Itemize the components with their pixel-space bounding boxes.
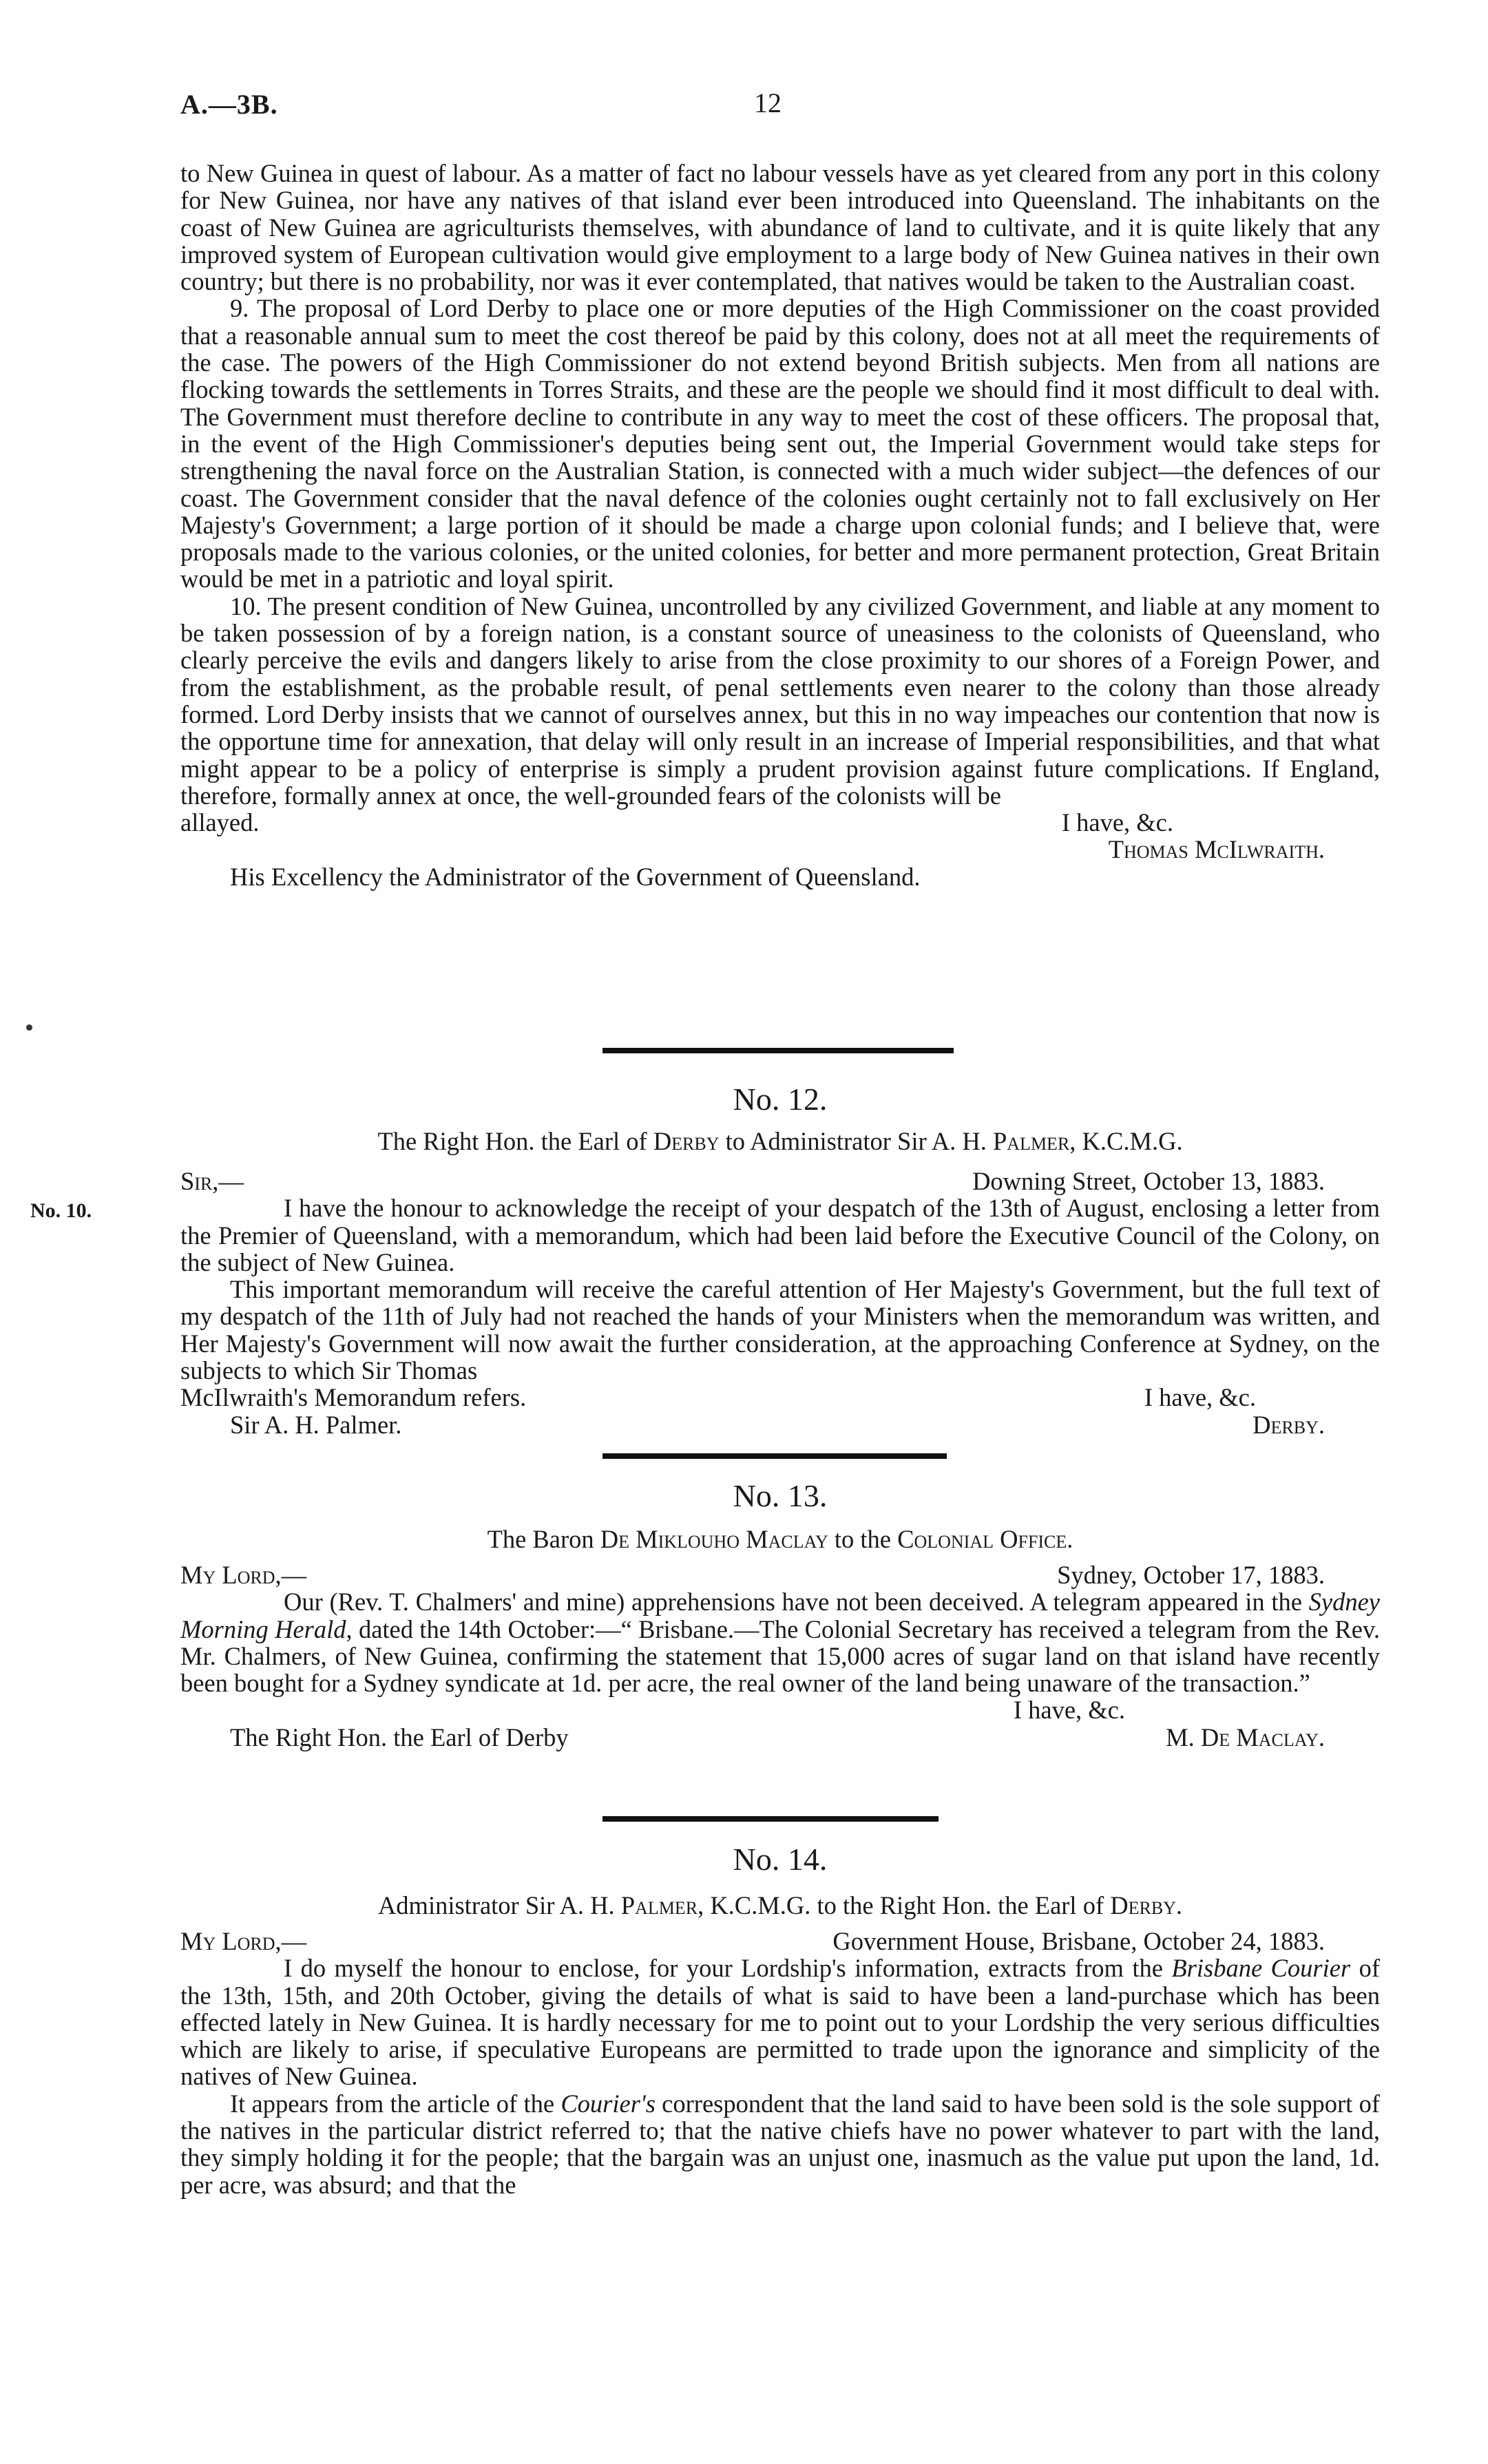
signature-row (180, 1724, 1380, 1751)
document-reference: A.—3B. (180, 89, 278, 120)
salutation: Sir,— (180, 1167, 244, 1195)
dateline: Sydney, October 17, 1883. (1057, 1561, 1325, 1589)
title-text: The Right Hon. the Earl of (377, 1127, 653, 1155)
closing-formula: I have, &c. (1061, 808, 1173, 837)
addressee: The Right Hon. the Earl of Derby (230, 1723, 569, 1751)
paragraph-continuation: to New Guinea in quest of labour. As a matter of fact no labour vessels have as yet cleared from any port in this colony for New Guinea, nor have any natives of that island ever been introduced into Queensland. The inhabitants on the coast of New Guinea are agriculturists themselves, with abundance of land to cultivate, and it is quite likely that any improved system of European cultivation would give employment to a large body of New Guinea natives in their own country; but there is no probability, nor was it ever contemplated, that natives would be taken to the Australian coast. (180, 159, 1380, 296)
margin-reference: No. 10. (30, 1199, 92, 1222)
letter-paragraph (180, 1955, 1380, 2089)
closing-row (180, 1384, 1380, 1411)
title-name: Derby (653, 1127, 720, 1155)
title-name: Derby. (1110, 1891, 1183, 1919)
salutation-row (180, 1561, 1380, 1588)
closing-row (180, 1696, 1380, 1723)
title-name: Palmer (992, 1127, 1070, 1155)
title-name: Colonial Office. (897, 1525, 1073, 1553)
text-run: I do myself the honour to enclose, for your Lordship's information, extracts from the (284, 1954, 1172, 1983)
newspaper-title: Brisbane Courier (1171, 1954, 1351, 1983)
newspaper-title: Courier's (560, 2089, 656, 2118)
addressee: His Excellency the Administrator of the Government of Queensland. (230, 862, 921, 891)
salutation-row (180, 1928, 1380, 1955)
paragraph-10: 10. The present condition of New Guinea, uncontrolled by any civilized Government, and liable at any moment to be taken possession of by a foreign nation, is a constant source of uneasiness to the colonists of Queensland, who clearly perceive the evils and dangers likely to arise from the close proximity to our shores of a Foreign Power, and from the establishment, as the probable result, of penal settlements even nearer to the colony than those already formed. Lord Derby insists that we cannot of ourselves annex, but this in no way impeaches our contention that now is the opportune time for annexation, that delay will only result in an increase of Imperial responsibilities, and that what might appear to be a policy of enterprise is simply a prudent provision against future complications. If England, therefore, formally annex at once, the well-grounded fears of the colonists will be (180, 591, 1380, 810)
document-title-14 (180, 1892, 1380, 1919)
section-divider (602, 1816, 939, 1822)
title-text: to the (828, 1525, 898, 1553)
addressee-row (180, 863, 1380, 890)
letter-paragraph: I have the honour to acknowledge the receipt of your despatch of the 13th of August, enclosing a letter from the Premier of Queensland, with a memorandum, which had been laid before the Executive Council of the Colony, on the subject of New Guinea. (180, 1194, 1380, 1276)
text-run: of the 13th, 15th, and 20th October, giving the details of what is said to have been a land-purchase which has been effected lately in New Guinea. It is hardly necessary for me to point out to your Lordship the very serious difficulties which are likely to arise, if speculative Europeans are permitted to trade upon the ignorance and simplicity of the natives of New Guinea. (180, 1954, 1380, 2091)
title-text: , K.C.M.G. (1069, 1127, 1183, 1155)
letter-paragraph: This important memorandum will receive the careful attention of Her Majesty's Government, but the full text of my despatch of the 11th of July had not reached the hands of your Ministers when the memorandum was written, and Her Majesty's Government will now await the further consideration, at the approaching Conference at Sydney, on the subjects to which Sir Thomas (180, 1275, 1380, 1385)
last-word: allayed. (180, 808, 260, 837)
page-number: 12 (754, 87, 782, 118)
signature-row (180, 1411, 1380, 1438)
letter-paragraph (180, 1588, 1380, 1696)
signature: Derby. (1253, 1410, 1325, 1439)
salutation: My Lord,— (180, 1927, 307, 1955)
closing-formula: I have, &c. (1144, 1383, 1256, 1412)
section-divider (602, 1453, 947, 1459)
signature: Thomas McIlwraith. (1108, 835, 1325, 864)
last-line: McIlwraith's Memorandum refers. (180, 1383, 527, 1412)
letter-paragraph (180, 2090, 1380, 2198)
addressee: Sir A. H. Palmer. (230, 1410, 402, 1439)
letter-14 (180, 1928, 1380, 2198)
title-text: to Administrator Sir A. H. (719, 1127, 993, 1155)
closing-formula: I have, &c. (1013, 1696, 1125, 1725)
salutation: My Lord,— (180, 1561, 307, 1589)
dateline: Government House, Brisbane, October 24, 1883. (832, 1927, 1325, 1955)
signature-row (180, 836, 1380, 863)
section-divider (602, 1048, 954, 1053)
paragraph-9: 9. The proposal of Lord Derby to place one or more deputies of the High Commissioner on the coast provided that a reasonable annual sum to meet the cost thereof be paid by this colony, does not at all meet the requirements of the case. The powers of the High Commissioner do not extend beyond British subjects. Men from all nations are flocking towards the settlements in Torres Straits, and these are the people we should find it most difficult to deal with. The Government must therefore decline to contribute in any way to meet the cost of these officers. The proposal that, in the event of the High Commissioner's deputies being sent out, the Imperial Government would take steps for strengthening the naval force on the Australian Station, is connected with a much wider subject—the defences of our coast. The Government consider that the naval defence of the colonies ought certainly not to fall exclusively on Her Majesty's Government; a large portion of it should be made a charge upon colonial funds; and I believe that, were proposals made to the various colonies, or the united colonies, for better and more permanent protection, Great Britain would be met in a patriotic and loyal spirit. (180, 294, 1380, 593)
text-run: Our (Rev. T. Chalmers' and mine) apprehensions have not been deceived. A telegram appeared in the (284, 1588, 1309, 1617)
title-text: The Baron (487, 1525, 600, 1553)
letter-12 (180, 1168, 1380, 1438)
document-heading-14: No. 14. (733, 1842, 828, 1877)
letter-13 (180, 1561, 1380, 1751)
title-text: , K.C.M.G. to the Right Hon. the Earl of (698, 1891, 1111, 1919)
title-name: Palmer (620, 1891, 698, 1919)
text-run: It appears from the article of the (230, 2089, 561, 2118)
title-name: De Miklouho Maclay (600, 1525, 828, 1553)
document-title-12 (180, 1128, 1380, 1155)
text-run: correspondent that the land said to have been sold is the sole support of the natives in the particular district referred to; that the native chiefs have no power whatever to part with the land, they simply holding it for the people; that the bargain was an unjust one, inasmuch as the value put upon the land, 1d. per acre, was absurd; and that the (180, 2089, 1380, 2199)
document-heading-12: No. 12. (733, 1082, 828, 1117)
newspaper-title: Sydney Morning Herald (180, 1588, 1380, 1643)
memorandum-continuation (180, 160, 1380, 890)
margin-mark (26, 1024, 32, 1031)
text-run: , dated the 14th October:—“ Brisbane.—The Colonial Secretary has received a telegram from the Rev. Mr. Chalmers, of New Guinea, confirming the statement that 15,000 acres of sugar land on that island have recently been bought for a Sydney syndicate at 1d. per acre, the real owner of the land being unaware of the transaction.” (180, 1614, 1380, 1698)
title-text: Administrator Sir A. H. (377, 1891, 621, 1919)
salutation-row (180, 1168, 1380, 1194)
dateline: Downing Street, October 13, 1883. (972, 1167, 1325, 1195)
closing-row (180, 809, 1380, 836)
document-title-13 (180, 1526, 1380, 1553)
document-heading-13: No. 13. (733, 1478, 828, 1513)
signature: M. De Maclay. (1166, 1723, 1325, 1751)
